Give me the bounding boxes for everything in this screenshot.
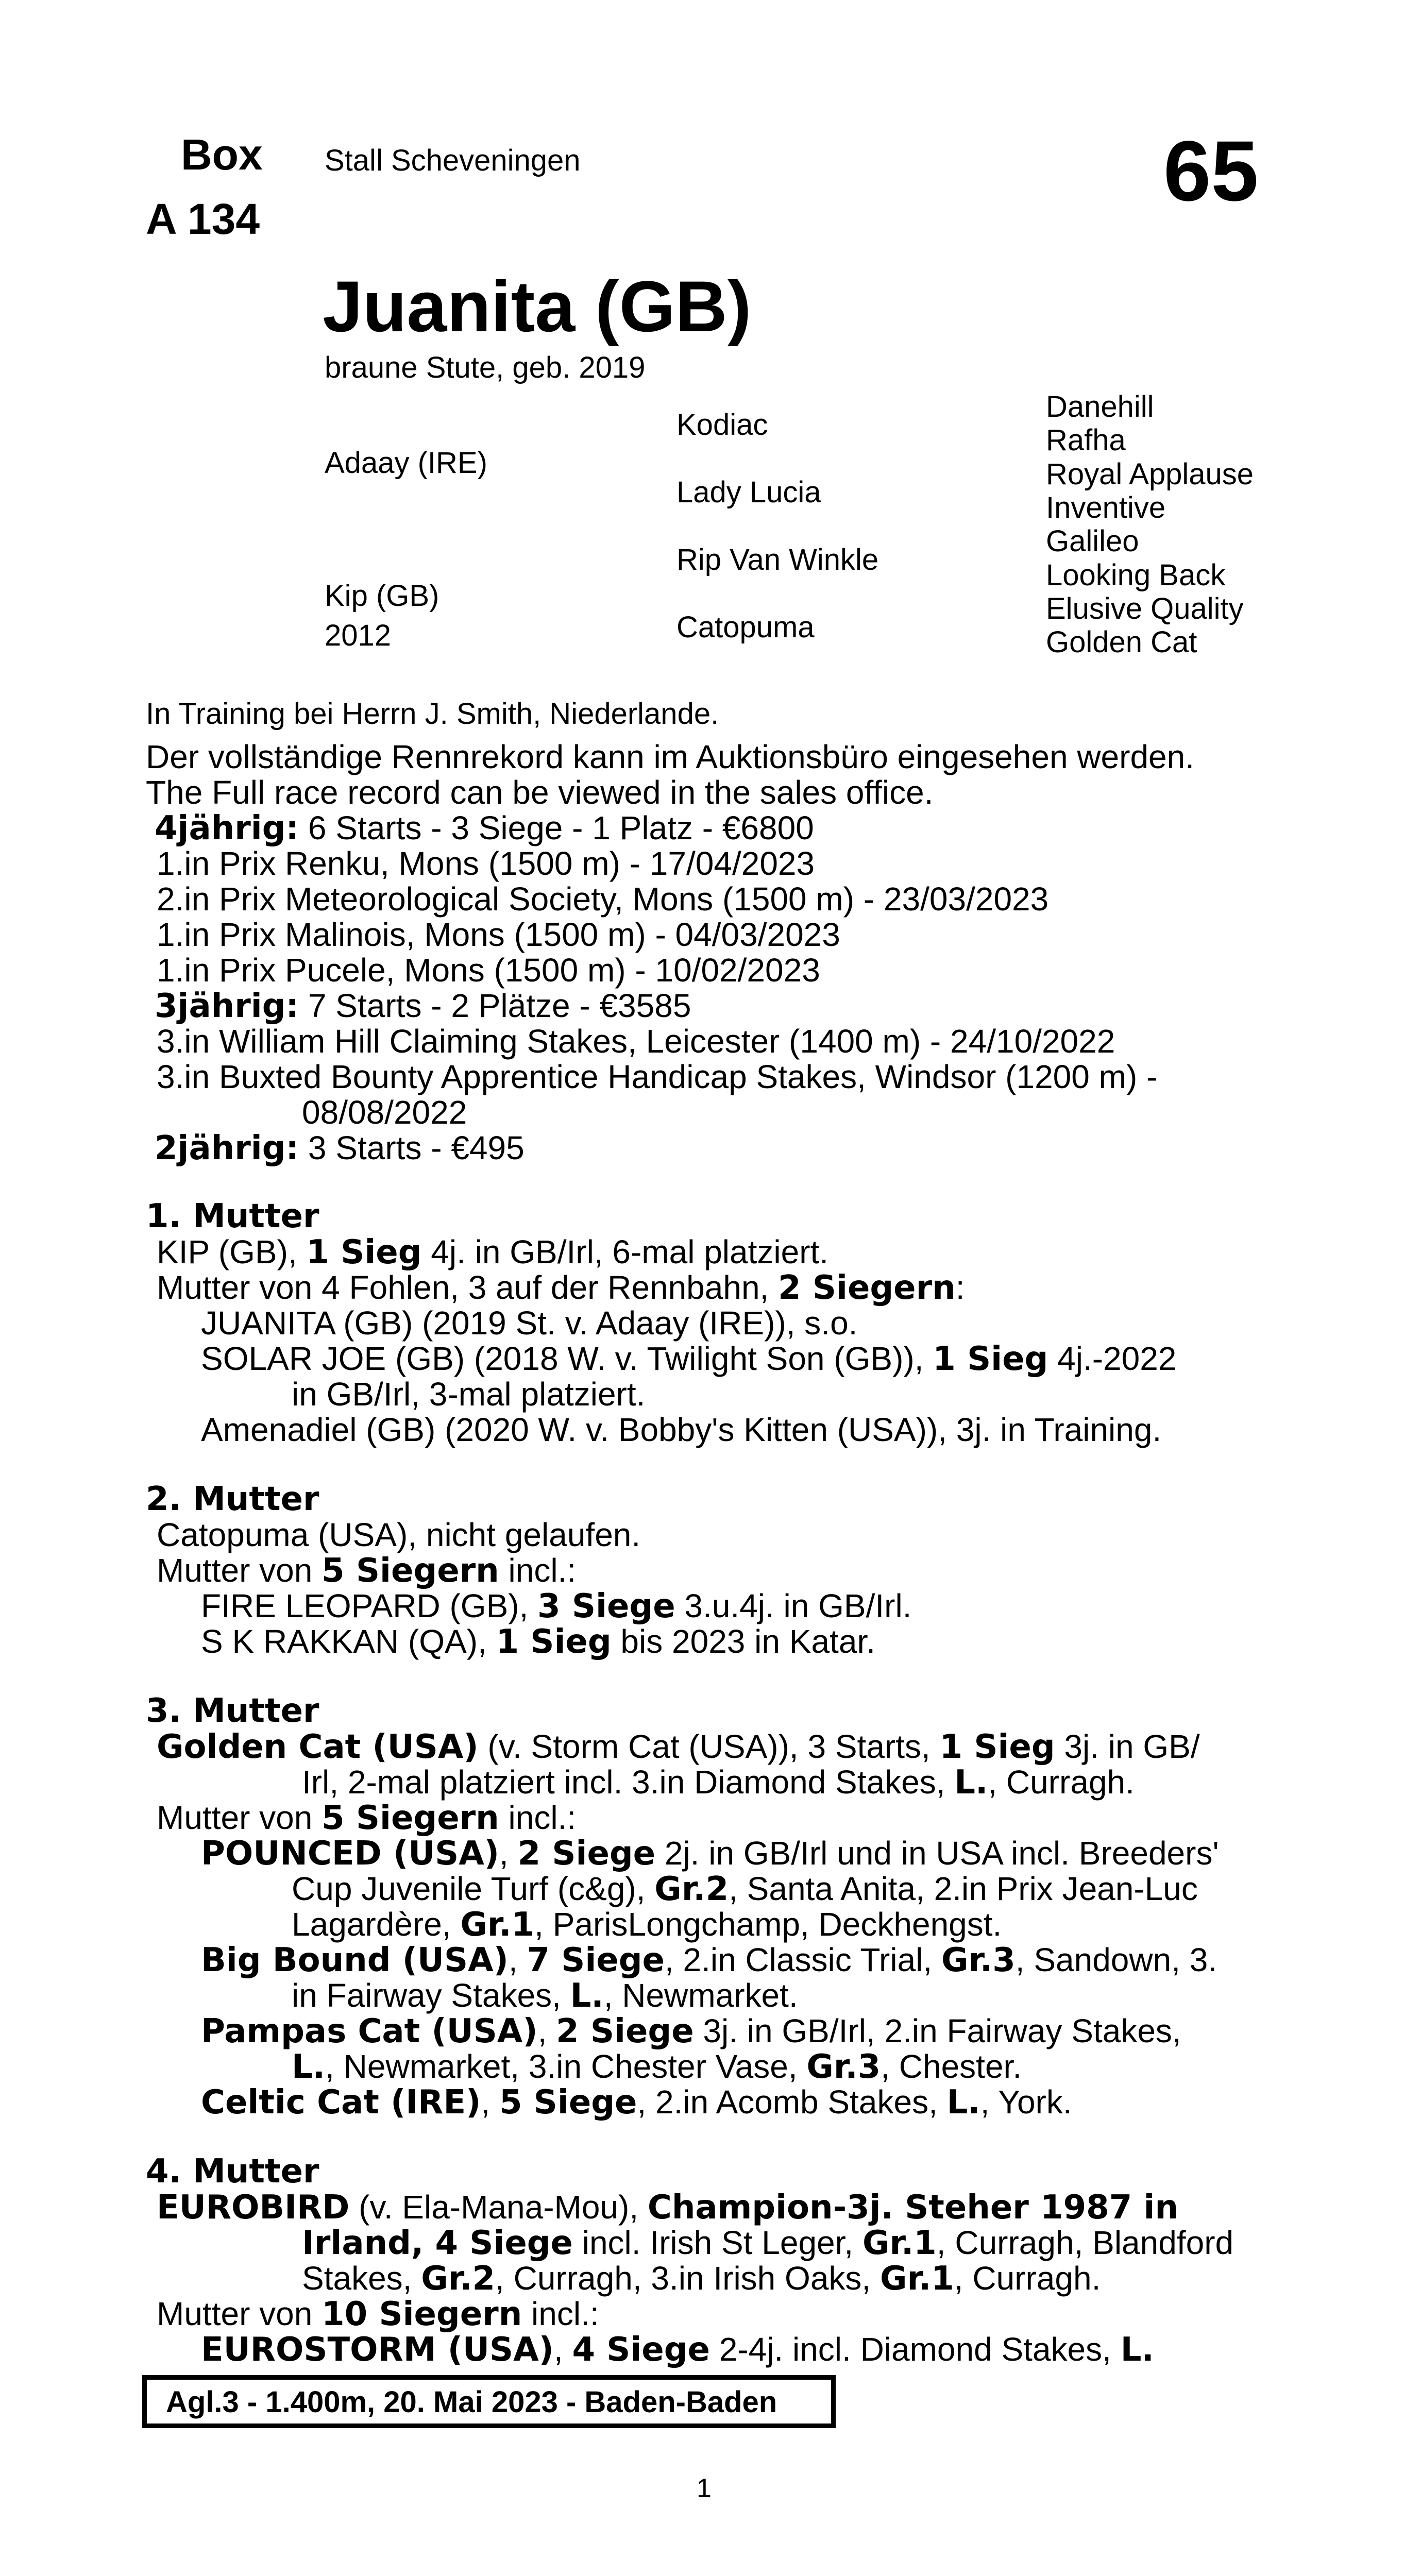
age-3-summary: 3jährig: 7 Starts - 2 Plätze - €3585 — [155, 987, 691, 1025]
pedigree-sire: Adaay (IRE) — [325, 446, 487, 480]
pedigree-great-grandparent: Danehill — [1046, 390, 1154, 423]
race-info: Agl.3 - 1.400m, 20. Mai 2023 - Baden-Baden — [166, 2385, 777, 2419]
pedigree-grandparent: Catopuma — [676, 611, 815, 644]
dam-1-heading: 1. Mutter — [146, 1197, 319, 1235]
pedigree-great-grandparent: Looking Back — [1046, 558, 1226, 592]
dam-1-line: JUANITA (GB) (2019 St. v. Adaay (IRE)), s.o. — [201, 1304, 858, 1342]
dam-3-heading: 3. Mutter — [146, 1692, 319, 1730]
dam-3-line: Cup Juvenile Turf (c&g), Gr.2, Santa Anita, 2.in Prix Jean-Luc — [292, 1870, 1198, 1908]
pedigree-great-grandparent: Galileo — [1046, 524, 1139, 558]
dam-1-line: in GB/Irl, 3-mal platziert. — [292, 1376, 646, 1413]
dam-4-line: EUROSTORM (USA), 4 Siege 2-4j. incl. Diamond Stakes, L. — [201, 2331, 1154, 2369]
box-id: A 134 — [146, 195, 260, 243]
pedigree-great-grandparent: Inventive — [1046, 491, 1166, 524]
result-line-continuation: 08/08/2022 — [302, 1094, 467, 1131]
pedigree-great-grandparent: Royal Applause — [1046, 457, 1254, 491]
result-line: 1.in Prix Renku, Mons (1500 m) - 17/04/2023 — [157, 845, 815, 882]
result-line: 1.in Prix Malinois, Mons (1500 m) - 04/03/2023 — [157, 916, 840, 953]
age-4-label: 4jährig: — [155, 809, 299, 848]
race-record-note-de: Der vollständige Rennrekord kann im Auktionsbüro eingesehen werden. — [146, 738, 1194, 775]
result-line: 2.in Prix Meteorological Society, Mons (1500 m) - 23/03/2023 — [157, 880, 1049, 918]
dam-3-line: in Fairway Stakes, L., Newmarket. — [292, 1977, 798, 2015]
dam-4-line: EUROBIRD (v. Ela-Mana-Mou), Champion-3j. Steher 1987 in — [157, 2189, 1178, 2227]
pedigree-grandparent: Kodiac — [676, 408, 768, 442]
dam-4-line: Mutter von 10 Siegern incl.: — [157, 2295, 599, 2333]
race-record-note-en: The Full race record can be viewed in the sales office. — [146, 774, 934, 811]
dam-1-line: KIP (GB), 1 Sieg 4j. in GB/Irl, 6-mal platziert. — [157, 1233, 829, 1272]
dam-2-heading: 2. Mutter — [146, 1480, 319, 1518]
dam-3-line: L., Newmarket, 3.in Chester Vase, Gr.3, Chester. — [292, 2048, 1022, 2086]
dam-2-line: Mutter von 5 Siegern incl.: — [157, 1552, 577, 1590]
owner: Stall Scheveningen — [325, 144, 581, 177]
horse-description: braune Stute, geb. 2019 — [325, 351, 646, 384]
pedigree-great-grandparent: Golden Cat — [1046, 625, 1197, 659]
page-number: 1 — [697, 2473, 712, 2503]
age-3-label: 3jährig: — [155, 987, 299, 1025]
dam-3-line: Lagardère, Gr.1, ParisLongchamp, Deckhengst. — [292, 1906, 1002, 1944]
dam-1-line: SOLAR JOE (GB) (2018 W. v. Twilight Son (GB)), 1 Sieg 4j.-2022 — [201, 1340, 1177, 1378]
pedigree-dam-year: 2012 — [325, 619, 392, 652]
dam-3-line: Golden Cat (USA) (v. Storm Cat (USA)), 3 Starts, 1 Sieg 3j. in GB/ — [157, 1728, 1200, 1766]
dam-3-line: Celtic Cat (IRE), 5 Siege, 2.in Acomb Stakes, L., York. — [201, 2083, 1072, 2122]
dam-3-line: POUNCED (USA), 2 Siege 2j. in GB/Irl und in USA incl. Breeders' — [201, 1835, 1219, 1873]
dam-2-line: Catopuma (USA), nicht gelaufen. — [157, 1516, 641, 1553]
lot-number: 65 — [1163, 124, 1259, 219]
pedigree-dam: Kip (GB) — [325, 579, 439, 613]
pedigree-grandparent: Lady Lucia — [676, 476, 821, 509]
dam-4-line: Stakes, Gr.2, Curragh, 3.in Irish Oaks, Gr.1, Curragh. — [302, 2260, 1101, 2298]
dam-4-line: Irland, 4 Siege incl. Irish St Leger, Gr.1, Curragh, Blandford — [302, 2224, 1234, 2262]
pedigree-great-grandparent: Elusive Quality — [1046, 592, 1244, 625]
dam-2-line: FIRE LEOPARD (GB), 3 Siege 3.u.4j. in GB/Irl. — [201, 1587, 912, 1625]
dam-3-line: Irl, 2-mal platziert incl. 3.in Diamond Stakes, L., Curragh. — [302, 1764, 1135, 1802]
age-2-summary: 2jährig: 3 Starts - €495 — [155, 1129, 525, 1167]
dam-2-line: S K RAKKAN (QA), 1 Sieg bis 2023 in Katar. — [201, 1623, 875, 1661]
age-4-summary: 4jährig: 6 Starts - 3 Siege - 1 Platz - €6800 — [155, 809, 814, 848]
dam-1-line: Amenadiel (GB) (2020 W. v. Bobby's Kitten (USA)), 3j. in Training. — [201, 1411, 1162, 1448]
result-line: 1.in Prix Pucele, Mons (1500 m) - 10/02/2023 — [157, 952, 820, 989]
dam-3-line: Pampas Cat (USA), 2 Siege 3j. in GB/Irl, 2.in Fairway Stakes, — [201, 2012, 1181, 2050]
dam-1-line: Mutter von 4 Fohlen, 3 auf der Rennbahn, 2 Siegern: — [157, 1269, 965, 1307]
result-line: 3.in Buxted Bounty Apprentice Handicap Stakes, Windsor (1200 m) - — [157, 1058, 1158, 1095]
dam-4-heading: 4. Mutter — [146, 2153, 319, 2191]
age-2-label: 2jährig: — [155, 1129, 299, 1167]
training-info: In Training bei Herrn J. Smith, Niederlande. — [146, 697, 719, 731]
dam-3-line: Mutter von 5 Siegern incl.: — [157, 1799, 577, 1837]
horse-name: Juanita (GB) — [323, 266, 752, 347]
pedigree-great-grandparent: Rafha — [1046, 423, 1126, 457]
pedigree-grandparent: Rip Van Winkle — [676, 543, 879, 577]
box-label: Box — [181, 130, 263, 179]
result-line: 3.in William Hill Claiming Stakes, Leicester (1400 m) - 24/10/2022 — [157, 1023, 1115, 1060]
dam-3-line: Big Bound (USA), 7 Siege, 2.in Classic Trial, Gr.3, Sandown, 3. — [201, 1941, 1217, 1979]
